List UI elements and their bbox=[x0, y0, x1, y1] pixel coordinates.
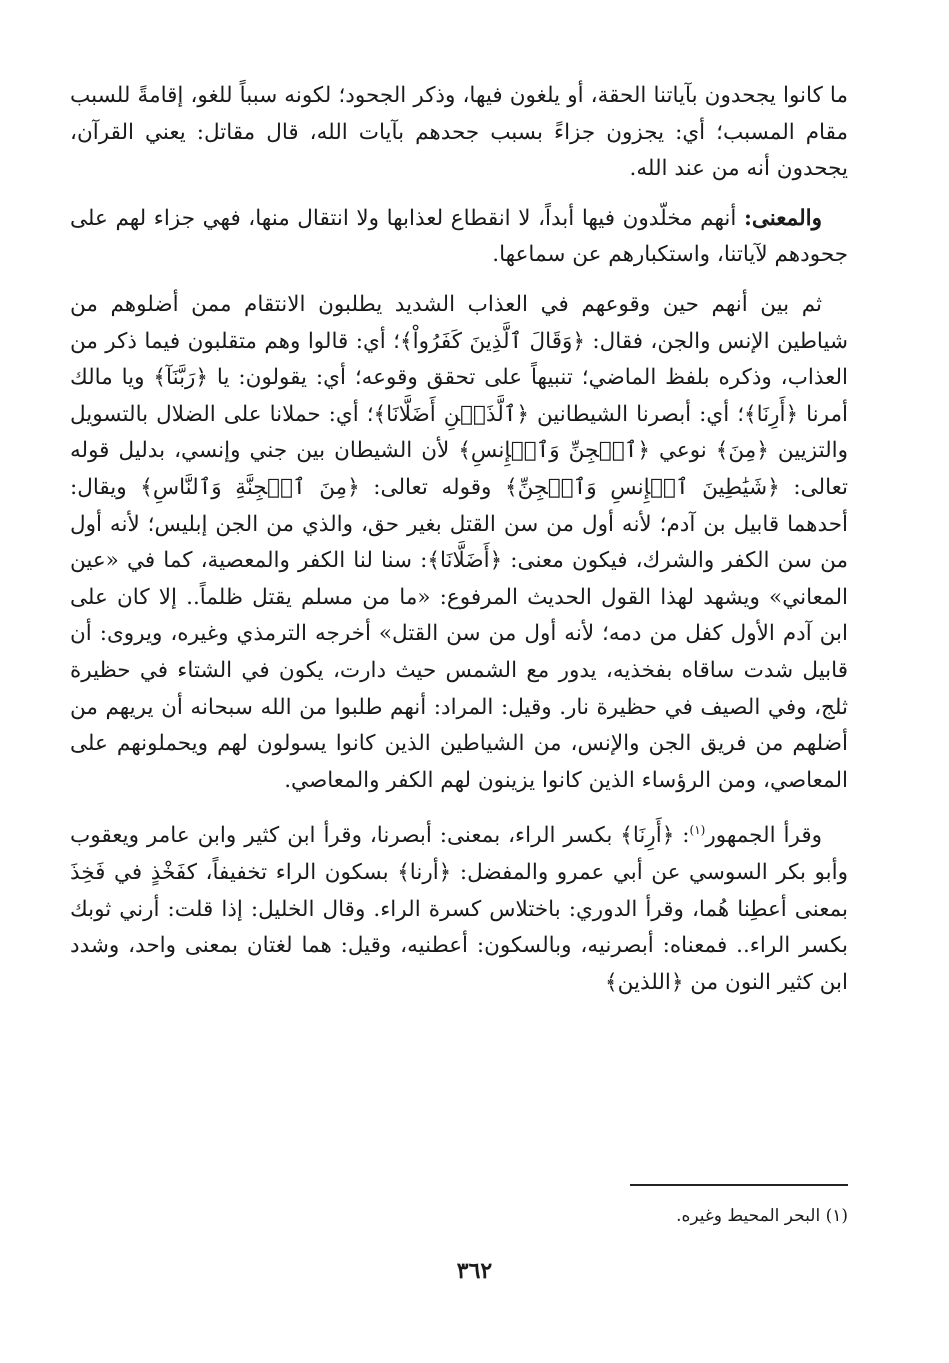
paragraph-2-text: أنهم مخلّدون فيها أبداً، لا انقطاع لعذابها ولا انتقال منها، فهي جزاء لهم على جحودهم لآياتنا، واستكبارهم عن سماعها. bbox=[70, 205, 848, 268]
paragraph-3-text: ثم بين أنهم حين وقوعهم في العذاب الشديد يطلبون الانتقام ممن أضلوهم من شياطين الإنس والجن، فقال: ﴿وَقَالَ ٱلَّذِينَ كَفَرُواْ﴾؛ أي: قالوا وهم متقلبون فيما ذكر من العذاب، وذكره بلفظ الماضي؛ تنبيهاً على تحقق وقوعه؛ أي: يقولون: يا ﴿رَبَّنَآ﴾ ويا مالك أمرنا ﴿أَرِنَا﴾؛ أي: أبصرنا الشيطانين ﴿ٱلَّذَيۡنِ أَضَلَّانَا﴾؛ أي: حملانا على الضلال بالتسويل والتزيين ﴿مِنَ﴾ نوعي ﴿ٱلۡجِنِّ وَٱلۡإِنسِ﴾ لأن الشيطان بين جني وإنسي، بدليل قوله تعالى: ﴿شَيَٰطِينَ ٱلۡإِنسِ وَٱلۡجِنِّ﴾ وقوله تعالى: ﴿مِنَ ٱلۡجِنَّةِ وَٱلنَّاسِ﴾ ويقال: أحدهما قابيل بن آدم؛ لأنه أول من سن القتل بغير حق، والذي من الجن إبليس؛ لأنه أول من سن الكفر والشرك، فيكون معنى: ﴿أَضَلَّانَا﴾: سنا لنا الكفر والمعصية، كما في «عين المعاني» ويشهد لهذا القول الحديث المرفوع: «ما من مسلم يقتل ظلماً.. إلا كان على ابن آدم الأول كفل من دمه؛ لأنه أول من سن القتل» أخرجه الترمذي وغيره، ويروى: أن قابيل شدت ساقاه بفخذيه، يدور مع الشمس حيث دارت، يكون في الشتاء في حظيرة ثلج، وفي الصيف في حظيرة نار. وقيل: المراد: أنهم طلبوا من الله سبحانه أن يريهم من أضلهم من فريق الجن والإنس، من الشياطين الذين كانوا يسولون لهم ويحملونهم على المعاصي، ومن الرؤساء الذين كانوا يزينون لهم الكفر والمعاصي. bbox=[70, 291, 848, 793]
paragraph-1 bbox=[70, 78, 848, 188]
footnote-divider bbox=[630, 1184, 848, 1186]
page-number: ٣٦٢ bbox=[456, 1258, 493, 1284]
paragraph-2 bbox=[70, 201, 848, 274]
paragraph-2-lead: والمعنى: bbox=[743, 205, 822, 231]
paragraph-3 bbox=[70, 287, 848, 799]
page-body bbox=[70, 78, 848, 1014]
footnote-marker[interactable]: (١) bbox=[689, 823, 706, 838]
paragraph-4 bbox=[70, 812, 848, 1001]
paragraph-4-text: : ﴿أَرِنَا﴾ بكسر الراء، بمعنى: أبصرنا، وقرأ ابن كثير وابن عامر ويعقوب وأبو بكر السوسي عن أبي عمرو والمفضل: ﴿أرنا﴾ بسكون الراء تخفيفاً، كفَخْذٍ في فَخِذَ بمعنى أعطِنا هُما، وقرأ الدوري: باختلاس كسرة الراء. وقال الخليل: إذا قلت: أرني ثوبك بكسر الراء.. فمعناه: أبصرنيه، وبالسكون: أعطنيه، وقيل: هما لغتان بمعنى واحد، وشدد ابن كثير النون من ﴿اللذين﴾ bbox=[70, 823, 848, 995]
footnote: (١) البحر المحيط وغيره. bbox=[676, 1206, 848, 1226]
paragraph-4-lead: وقرأ الجمهور bbox=[705, 823, 822, 849]
paragraph-1-text: ما كانوا يجحدون بآياتنا الحقة، أو يلغون فيها، وذكر الجحود؛ لكونه سبباً للغو، إقامةً للسبب مقام المسبب؛ أي: يجزون جزاءً بسبب جحدهم بآيات الله، قال مقاتل: يعني القرآن، يجحدون أنه من عند الله. bbox=[70, 83, 848, 182]
